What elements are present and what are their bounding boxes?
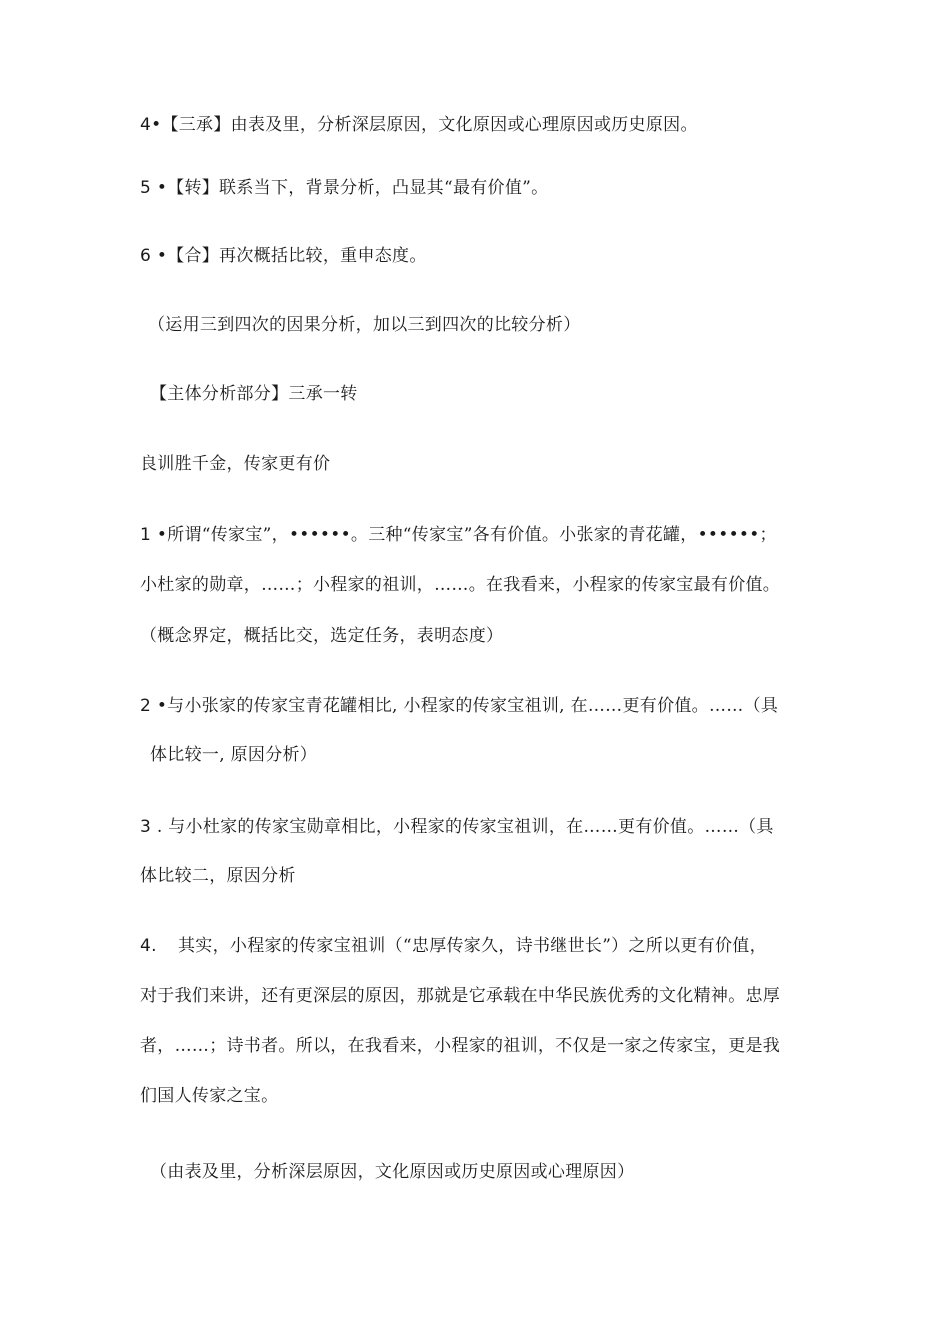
paragraph-text: . 与小杜家的传家宝勋章相比，小程家的传家宝祖训，在……更有价值。……（具 <box>151 817 774 837</box>
step-san-cheng <box>140 113 698 137</box>
note-deep-causes: （由表及里，分析深层原因，文化原因或历史原因或心理原因） <box>150 1162 635 1182</box>
paragraph-4-line-1 <box>140 934 767 958</box>
paragraph-number: 2 <box>140 696 152 716</box>
paragraph-number: 3 <box>140 817 152 837</box>
paragraph-text: •与小张家的传家宝青花罐相比, 小程家的传家宝祖训, 在……更有价值。……（具 <box>151 696 779 716</box>
paragraph-number: 1 <box>140 525 152 545</box>
step-number: 5 <box>140 178 152 198</box>
step-zhuan <box>140 176 548 200</box>
paragraph-2-line-2: 体比较一, 原因分析） <box>150 745 318 765</box>
paragraph-4-line-4: 们国人传家之宝。 <box>140 1086 279 1106</box>
paragraph-text: 其实，小程家的传家宝祖训（“忠厚传家久，诗书继世长”）之所以更有价值， <box>178 936 767 956</box>
step-text: •【三承】由表及里，分析深层原因，文化原因或心理原因或历史原因。 <box>151 115 698 135</box>
step-text: •【转】联系当下，背景分析，凸显其“最有价值”。 <box>151 178 549 198</box>
paragraph-3-line-2: 体比较二，原因分析 <box>140 866 296 886</box>
note-causal-analysis: （运用三到四次的因果分析，加以三到四次的比较分析） <box>148 315 581 335</box>
step-number: 4 <box>140 115 152 135</box>
paragraph-1-line-2: 小杜家的勋章，……；小程家的祖训，……。在我看来，小程家的传家宝最有价值。 <box>140 575 781 595</box>
paragraph-number: 4. <box>140 936 157 956</box>
paragraph-1-line-3: （概念界定，概括比交，选定任务，表明态度） <box>140 626 504 646</box>
paragraph-4-line-2: 对于我们来讲，还有更深层的原因，那就是它承载在中华民族优秀的文化精神。忠厚 <box>140 986 781 1006</box>
paragraph-3-line-1 <box>140 815 774 839</box>
step-number: 6 <box>140 246 152 266</box>
step-he <box>140 244 427 268</box>
step-text: •【合】再次概括比较，重申态度。 <box>151 246 427 266</box>
paragraph-4-line-3: 者，……；诗书者。所以，在我看来，小程家的祖训，不仅是一家之传家宝，更是我 <box>140 1036 781 1056</box>
essay-title: 良训胜千金，传家更有价 <box>140 454 331 474</box>
section-heading: 【主体分析部分】三承一转 <box>150 384 358 404</box>
paragraph-2-line-1 <box>140 694 778 718</box>
paragraph-1-line-1 <box>140 523 777 547</box>
paragraph-text: •所谓“传家宝”，••••••。三种“传家宝”各有价值。小张家的青花罐，••••••； <box>151 525 777 545</box>
